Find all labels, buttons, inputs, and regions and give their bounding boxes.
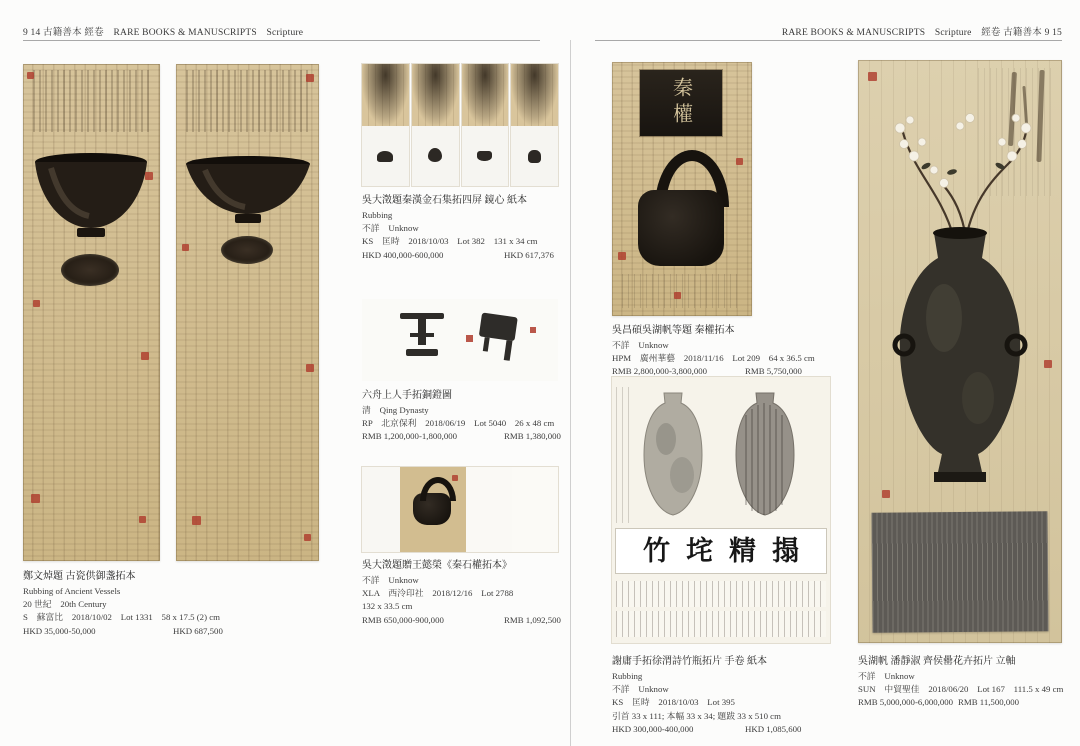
lot-sale-info: KS 匡時 2018/10/03 Lot 382 131 x 34 cm [362, 236, 538, 247]
seal-stamp [306, 364, 314, 372]
lot-title: 吳大澂題秦漢金石集拓四屏 鏡心 紙本 [362, 195, 527, 206]
lot-realized-price: HKD 1,085,600 [745, 723, 802, 734]
left-header-rule [23, 40, 540, 41]
kettle-handle [420, 477, 456, 501]
panel-rubbing [511, 64, 558, 126]
right-page-header: RARE BOOKS & MANUSCRIPTS Scripture 經卷 古籍善本 9 15 [781, 28, 1062, 38]
artwork-scroll-2 [176, 64, 319, 561]
panel-object [362, 126, 409, 186]
lot-caption-m3 [362, 556, 562, 627]
seal-stamp [1044, 360, 1052, 368]
seal-medallion-2 [221, 236, 273, 264]
artwork-handscroll [362, 467, 558, 552]
lot-attribution: 不詳 Unknow [362, 223, 419, 234]
seal-stamp [736, 158, 743, 165]
seal-stamp [452, 475, 458, 481]
inscription-row-2 [616, 611, 826, 637]
lot-estimate: RMB 1,200,000-1,800,000 [362, 431, 458, 442]
seal-stamp [306, 74, 314, 82]
weight-body [638, 190, 724, 266]
lot-estimate: RMB 2,800,000-3,800,000 [612, 366, 708, 377]
lot-caption-b [612, 652, 847, 736]
panel-2 [412, 64, 459, 186]
vase-rubbing-left [640, 389, 706, 521]
lot-title: 鄭文焯題 古瓷供御盞拓本 [23, 571, 136, 582]
seal-stamp [145, 172, 153, 180]
artwork-lamp-rubbing [362, 299, 558, 381]
lot-prices [362, 249, 562, 262]
lot-subtitle: Rubbing of Ancient Vessels [23, 586, 121, 596]
right-header-rule [595, 40, 1062, 41]
calligraphy-columns [622, 274, 740, 308]
lot-estimate: RMB 5,000,000-6,000,000 [858, 697, 954, 708]
lot-caption-main [23, 567, 303, 638]
seal-stamp [868, 72, 877, 81]
panel-1 [362, 64, 409, 186]
seal-stamp [304, 534, 311, 541]
artwork-bronze-vase-scroll [858, 60, 1062, 643]
lot-title: 吳大澂題贈王懿榮《秦石權拓本》 [362, 560, 512, 571]
lamp-stands-illustration [362, 299, 558, 381]
lot-subtitle: Rubbing [362, 210, 393, 220]
panel-rubbing [412, 64, 459, 126]
lot-period: 清 Qing Dynasty [362, 405, 429, 415]
calligraphy-block [33, 70, 151, 132]
artwork-scroll-1 [23, 64, 160, 561]
calligraphy-block [186, 70, 309, 132]
lot-prices [362, 430, 562, 443]
panel-object [462, 126, 509, 186]
artifact-icon [377, 151, 393, 162]
lot-prices [23, 625, 303, 638]
lot-estimate: HKD 400,000-600,000 [362, 249, 444, 260]
handscroll-drawing [512, 467, 558, 552]
seal-stamp [33, 300, 40, 307]
lot-estimate: RMB 650,000-900,000 [362, 614, 444, 625]
lot-subtitle: Rubbing [612, 671, 643, 681]
lot-attribution: 不詳 Unknow [612, 684, 669, 695]
banner-text: 竹垞精搨 [643, 536, 815, 566]
lot-sale-info: XLA 西泠印社 2018/12/16 Lot 2788 [362, 588, 514, 599]
bowl-rubbing-1 [31, 148, 151, 240]
lot-size: 引首 33 x 111; 本幅 33 x 34; 題跋 33 x 510 cm [612, 710, 781, 721]
lot-sale-info: RP 北京保利 2018/06/19 Lot 5040 26 x 48 cm [362, 418, 555, 429]
seal-stamp [618, 252, 626, 260]
lot-attribution: 不詳 Unknow [858, 671, 915, 681]
lot-attribution: 不詳 Unknow [362, 575, 419, 585]
panel-3 [462, 64, 509, 186]
lot-caption-m1 [362, 191, 562, 262]
artwork-four-panel-rubbings [362, 64, 558, 186]
vase-rubbing-right [732, 389, 798, 521]
seal-stamp [31, 494, 40, 503]
handscroll-inscription [466, 467, 512, 552]
lot-realized-price: RMB 1,380,000 [504, 431, 561, 442]
lot-sale-info: KS 匡時 2018/10/03 Lot 395 [612, 697, 735, 708]
panel-rubbing [462, 64, 509, 126]
seal-stamp [882, 490, 890, 498]
lot-attribution: 不詳 Unknow [612, 340, 669, 350]
panel-object [412, 126, 459, 186]
lot-sale-info: HPM 廣州華藝 2018/11/16 Lot 209 64 x 36.5 cm [612, 353, 815, 364]
lot-title: 六舟上人手拓銅鐙圖 [362, 390, 452, 401]
colophon-column [616, 387, 632, 523]
title-banner [616, 529, 826, 573]
lot-size: 132 x 33.5 cm [362, 601, 413, 612]
handscroll-colophon [362, 467, 400, 552]
lot-realized-price: HKD 687,500 [173, 625, 223, 636]
seal-medallion-1 [61, 254, 119, 286]
lot-realized-price: RMB 1,092,500 [504, 614, 561, 625]
lot-realized-price: RMB 11,500,000 [958, 697, 1020, 708]
lot-title: 吳湖帆 潘靜淑 齊侯罍花卉拓片 立軸 [858, 656, 1016, 667]
lot-realized-price: RMB 5,750,000 [745, 366, 802, 377]
lot-prices [362, 614, 562, 627]
seal-stamp [192, 516, 201, 525]
lot-title: 謝庸手拓徐渭詩竹瓶拓片 手卷 紙本 [612, 656, 767, 667]
artifact-icon [528, 150, 541, 163]
seal-stamp [182, 244, 189, 251]
seal-stamp [141, 352, 149, 360]
left-page-header: 9 14 古籍善本 經卷 RARE BOOKS & MANUSCRIPTS Scripture [23, 28, 304, 38]
lot-caption-m2 [362, 386, 562, 444]
panel-rubbing [362, 64, 409, 126]
inscription-slab-rubbing [871, 511, 1048, 633]
seal-script-plaque [640, 70, 722, 136]
lot-realized-price: HKD 617,376 [504, 249, 554, 260]
lot-estimate: HKD 35,000-50,000 [23, 625, 96, 636]
artwork-qin-weight-scroll [612, 62, 752, 316]
lot-prices [858, 696, 1068, 709]
page-gutter-divider [570, 40, 571, 746]
seal-stamp [674, 292, 681, 299]
panel-object [511, 126, 558, 186]
bowl-rubbing-2 [183, 152, 313, 230]
panel-4 [511, 64, 558, 186]
bronze-vase-with-flowers [874, 98, 1046, 498]
lot-estimate: HKD 300,000-400,000 [612, 723, 694, 734]
inscription-row-1 [616, 581, 826, 607]
lot-title: 吳昌碩吳湖帆等題 秦權拓本 [612, 325, 735, 336]
lot-caption-c [858, 652, 1068, 710]
plaque-text: 秦權 [669, 77, 692, 129]
seal-stamp [27, 72, 34, 79]
lot-period: 20 世紀 20th Century [23, 599, 107, 610]
handscroll-rubbing-section [400, 467, 466, 552]
lot-sale-info: S 蘇富比 2018/10/02 Lot 1331 58 x 17.5 (2) cm [23, 612, 220, 623]
artifact-icon [477, 151, 492, 161]
lot-caption-a [612, 321, 837, 379]
seal-stamp [139, 516, 146, 523]
artifact-icon [428, 148, 442, 165]
artwork-vase-rubbings [612, 377, 830, 643]
lot-prices [612, 723, 847, 736]
lot-sale-info: SUN 中貿聖佳 2018/06/20 Lot 167 111.5 x 49 cm [858, 684, 1064, 695]
